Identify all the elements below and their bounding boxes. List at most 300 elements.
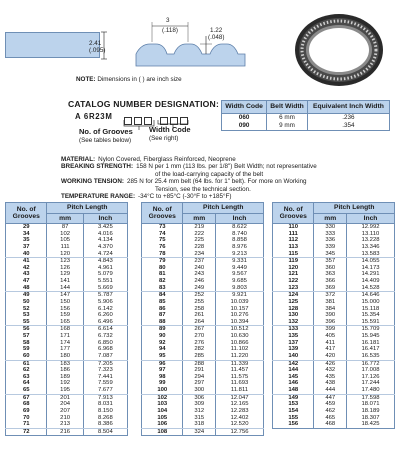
groove-count: 42 [6,265,47,272]
pitch-mm: 219 [183,224,216,231]
pitch-inch: 11.102 [216,346,264,353]
groove-count: 94 [142,346,183,353]
pitch-length-header: Pitch Length [183,203,264,214]
spec-breaking-strength: BREAKING STRENGTH: 158 N per 1 mm (113 lbs. per 1/8") Belt Width; not representative [61,163,317,171]
groove-count: 98 [142,374,183,381]
pitch-inch: 12.520 [216,421,264,428]
belt-photo [283,5,391,95]
pitch-inch: 8.268 [83,415,127,422]
pitch-dim-in: (.118) [162,27,178,34]
pitch-mm: 186 [47,367,83,374]
note-text: Dimensions in ( ) are inch size [97,76,182,83]
width-code-table [221,100,390,131]
groove-count: 115 [273,251,314,258]
pitch-mm: 240 [183,265,216,272]
pitch-inch: 9.567 [216,271,264,278]
pitch-inch: 4.724 [83,251,127,258]
pitch-inch: 16.417 [347,346,395,353]
groove-count: 119 [273,258,314,265]
pitch-inch: 6.850 [83,340,127,347]
table-row [6,367,128,374]
pitch-mm: 465 [314,415,347,422]
pitch-mm: 309 [183,401,216,408]
table-row [142,394,264,401]
pitch-mm: 270 [183,333,216,340]
pitch-inch: 5.079 [83,271,127,278]
groove-count: 71 [6,421,47,428]
pitch-mm: 381 [314,299,347,306]
groove-count: 95 [142,353,183,360]
groove-count: 70 [6,415,47,422]
pitch-inch: 11.811 [216,387,264,394]
pitch-inch: 7.441 [83,374,127,381]
pitch-inch: 6.142 [83,306,127,313]
table-row [6,299,128,306]
table-row [142,271,264,278]
groove-count: 83 [142,285,183,292]
pitch-mm: 177 [47,346,83,353]
tooth-dim-mm: 1.22 [210,27,223,34]
pitch-inch: 9.449 [216,265,264,272]
pitch-inch: 12.165 [216,401,264,408]
dimension-note [76,76,182,83]
pitch-mm: 195 [47,387,83,394]
groove-count: 48 [6,285,47,292]
groove-count: 144 [273,367,314,374]
groove-count: 110 [273,224,314,231]
table-row [142,421,264,428]
table-row [6,258,128,265]
table-row [142,333,264,340]
pitch-mm: 243 [183,271,216,278]
table-row [273,251,395,258]
table-row [273,374,395,381]
inch-header: Inch [83,213,127,224]
groove-count: 149 [273,394,314,401]
grooves-header: No. of Grooves [6,203,47,224]
pitch-inch: 4.961 [83,265,127,272]
pitch-mm: 411 [314,340,347,347]
groove-count: 120 [273,265,314,272]
pitch-inch: 11.339 [216,360,264,367]
pitch-mm: 234 [183,251,216,258]
table-row [142,258,264,265]
pitch-inch: 18.425 [347,421,395,428]
groove-count: 113 [273,244,314,251]
groove-count: 140 [273,353,314,360]
groove-count: 88 [142,319,183,326]
table-row [142,326,264,333]
table-row [6,278,128,285]
pitch-mm: 207 [47,408,83,415]
groove-count: 57 [6,333,47,340]
pitch-inch: 6.260 [83,312,127,319]
table-row [142,428,264,436]
pitch-mm: 399 [314,326,347,333]
pitch-mm: 390 [314,312,347,319]
groove-count: 34 [6,231,47,238]
pitch-inch: 10.630 [216,333,264,340]
groove-count: 53 [6,312,47,319]
groove-count: 128 [273,306,314,313]
table-row [273,271,395,278]
groove-count: 99 [142,380,183,387]
tooth-dim-in: (.048) [208,34,225,41]
pitch-inch: 11.220 [216,353,264,360]
pitch-inch: 8.858 [216,237,264,244]
pitch-mm: 357 [314,258,347,265]
pitch-mm: 192 [47,380,83,387]
table-row [273,401,395,408]
pitch-mm: 204 [47,401,83,408]
pitch-mm: 213 [47,421,83,428]
pitch-mm: 339 [314,244,347,251]
table-row [142,251,264,258]
pitch-mm: 147 [47,292,83,299]
catalog-title: CATALOG NUMBER DESIGNATION: [68,99,220,109]
pitch-inch: 6.968 [83,346,127,353]
table-row [142,278,264,285]
groove-count: 76 [142,244,183,251]
pitch-inch: 16.181 [347,340,395,347]
table-row [6,353,128,360]
table-row: 060 6 mm .236 [222,113,390,122]
pitch-mm: 123 [47,258,83,265]
pitch-mm: 405 [314,333,347,340]
pitch-inch: 10.157 [216,306,264,313]
pitch-inch: 12.402 [216,415,264,422]
spec-working-tension: WORKING TENSION: 285 N for 25.4 mm belt (64 lbs. for 1" belt). For more on Working [61,178,307,186]
pitch-inch: 7.323 [83,367,127,374]
pitch-inch: 10.394 [216,319,264,326]
pitch-table-2 [141,202,264,436]
table-row [142,265,264,272]
groove-count: 37 [6,244,47,251]
groove-count: 100 [142,387,183,394]
table-row [142,380,264,387]
table-row [273,353,395,360]
pitch-mm: 366 [314,278,347,285]
table-row [273,333,395,340]
pitch-inch: 7.205 [83,360,127,367]
groove-count: 135 [273,333,314,340]
groove-count: 79 [142,258,183,265]
pitch-mm: 363 [314,271,347,278]
groove-count: 59 [6,346,47,353]
note-label: NOTE: [76,76,96,83]
table-row [6,231,128,238]
pitch-mm: 459 [314,401,347,408]
groove-count: 49 [6,292,47,299]
inch-header: Inch [216,213,264,224]
table-row [6,237,128,244]
table-row [142,340,264,347]
spec-material: MATERIAL: Nylon Covered, Fiberglass Reinforced, Neoprene [61,156,236,163]
pitch-inch: 7.087 [83,353,127,360]
table-row [142,244,264,251]
pitch-mm: 468 [314,421,347,428]
groove-count: 67 [6,394,47,401]
groove-count: 61 [6,360,47,367]
groove-count: 43 [6,271,47,278]
pitch-mm: 222 [183,231,216,238]
groove-count: 60 [6,353,47,360]
table-row [142,285,264,292]
pitch-inch: 8.504 [83,428,127,436]
table-row [273,367,395,374]
table-row [142,292,264,299]
pitch-inch: 13.110 [347,231,395,238]
table-row [273,265,395,272]
table-row [142,306,264,313]
table-row [273,421,395,428]
table-row [273,244,395,251]
pitch-mm: 333 [314,231,347,238]
grooves-sublabel: (See tables below) [79,137,132,144]
table-row [6,394,128,401]
pitch-mm: 249 [183,285,216,292]
pitch-mm: 297 [183,380,216,387]
table-row [142,231,264,238]
groove-count: 122 [273,278,314,285]
pitch-mm: 462 [314,408,347,415]
table-row [6,319,128,326]
groove-count: 103 [142,401,183,408]
table-row [6,421,128,428]
pitch-length-header: Pitch Length [314,203,395,214]
groove-count: 64 [6,380,47,387]
groove-count: 156 [273,421,314,428]
pitch-mm: 300 [183,387,216,394]
groove-count: 74 [142,231,183,238]
pitch-mm: 129 [47,271,83,278]
pitch-inch: 3.425 [83,224,127,231]
pitch-mm: 360 [314,265,347,272]
table-row [6,333,128,340]
pitch-inch: 15.000 [347,299,395,306]
groove-count: 56 [6,326,47,333]
groove-count: 55 [6,319,47,326]
table-row [6,346,128,353]
groove-count: 142 [273,360,314,367]
pitch-mm: 156 [47,306,83,313]
pitch-inch: 5.787 [83,292,127,299]
groove-count: 68 [6,401,47,408]
pitch-mm: 165 [47,319,83,326]
pitch-inch: 5.669 [83,285,127,292]
table-row [142,346,264,353]
pitch-mm: 396 [314,319,347,326]
pitch-mm: 261 [183,312,216,319]
inch-header: Inch [347,213,395,224]
pitch-mm: 225 [183,237,216,244]
groove-count: 84 [142,292,183,299]
pitch-mm: 291 [183,367,216,374]
table-row [6,415,128,422]
groove-count: 78 [142,251,183,258]
pitch-inch: 13.583 [347,251,395,258]
mm-header: mm [314,213,347,224]
pitch-inch: 17.244 [347,380,395,387]
mm-header: mm [183,213,216,224]
groove-count: 75 [142,237,183,244]
pitch-inch: 4.016 [83,231,127,238]
table-row [273,299,395,306]
pitch-mm: 420 [314,353,347,360]
inch-width-header: Equivalent Inch Width [307,101,389,114]
pitch-mm: 330 [314,224,347,231]
grooves-header: No. of Grooves [142,203,183,224]
pitch-mm: 189 [47,374,83,381]
table-row [273,237,395,244]
groove-count: 63 [6,374,47,381]
groove-count: 145 [273,374,314,381]
pitch-inch: 8.622 [216,224,264,231]
pitch-mm: 210 [47,415,83,422]
pitch-inch: 15.709 [347,326,395,333]
groove-count: 58 [6,340,47,347]
table-row [273,380,395,387]
groove-count: 124 [273,292,314,299]
pitch-mm: 276 [183,340,216,347]
pitch-mm: 369 [314,285,347,292]
pitch-inch: 12.283 [216,408,264,415]
pitch-mm: 267 [183,326,216,333]
pitch-inch: 9.213 [216,251,264,258]
pitch-inch: 12.047 [216,394,264,401]
pitch-inch: 8.976 [216,244,264,251]
pitch-mm: 282 [183,346,216,353]
pitch-inch: 17.480 [347,387,395,394]
table-row [6,360,128,367]
groove-count: 133 [273,326,314,333]
groove-count: 137 [273,340,314,347]
spec-working-tension-cont: Tension, see the technical section. [155,185,251,193]
table-row [142,353,264,360]
table-row [273,312,395,319]
table-row [6,244,128,251]
groove-count: 132 [273,319,314,326]
groove-count: 40 [6,251,47,258]
groove-count: 146 [273,380,314,387]
pitch-inch: 11.457 [216,367,264,374]
table-row [142,415,264,422]
groove-count: 82 [142,278,183,285]
pitch-mm: 228 [183,244,216,251]
width-code-label: Width Code [149,125,191,134]
table-row [273,224,395,231]
pitch-mm: 345 [314,251,347,258]
pitch-mm: 105 [47,237,83,244]
spec-breaking-strength-cont: of the load-carrying capacity of the belt [155,170,264,178]
groove-count: 123 [273,285,314,292]
pitch-inch: 10.512 [216,326,264,333]
table-row [142,237,264,244]
groove-count: 130 [273,312,314,319]
pitch-inch: 7.677 [83,387,127,394]
pitch-inch: 11.693 [216,380,264,387]
table-row [273,326,395,333]
pitch-mm: 159 [47,312,83,319]
pitch-mm: 384 [314,306,347,313]
specifications [61,156,393,200]
groove-count: 62 [6,367,47,374]
table-row [142,374,264,381]
width-code-sublabel: (See right) [149,135,179,142]
pitch-inch: 15.945 [347,333,395,340]
pitch-inch: 4.370 [83,244,127,251]
table-row [142,401,264,408]
table-row [273,415,395,422]
pitch-mm: 438 [314,380,347,387]
table-row [273,394,395,401]
table-row [142,360,264,367]
pitch-inch: 13.228 [347,237,395,244]
pitch-inch: 9.331 [216,258,264,265]
pitch-inch: 10.866 [216,340,264,347]
pitch-mm: 426 [314,360,347,367]
pitch-inch: 8.740 [216,231,264,238]
pitch-mm: 252 [183,292,216,299]
table-row [142,387,264,394]
pitch-table-3 [272,202,395,429]
pitch-inch: 14.291 [347,271,395,278]
table-row [273,285,395,292]
table-row [6,306,128,313]
groove-count: 65 [6,387,47,394]
table-row [273,278,395,285]
table-row [142,224,264,231]
pitch-inch: 10.039 [216,299,264,306]
table-row [142,312,264,319]
table-row [273,319,395,326]
pitch-mm: 87 [47,224,83,231]
pitch-mm: 312 [183,408,216,415]
groove-count: 139 [273,346,314,353]
pitch-mm: 126 [47,265,83,272]
pitch-mm: 336 [314,237,347,244]
pitch-inch: 6.496 [83,319,127,326]
table-row [273,408,395,415]
groove-count: 125 [273,299,314,306]
pitch-mm: 144 [47,285,83,292]
groove-count: 85 [142,299,183,306]
table-row [6,408,128,415]
groove-count: 105 [142,415,183,422]
pitch-mm: 306 [183,394,216,401]
pitch-inch: 10.276 [216,312,264,319]
table-row [273,360,395,367]
pitch-mm: 447 [314,394,347,401]
groove-count: 73 [142,224,183,231]
groove-count: 104 [142,408,183,415]
pitch-mm: 435 [314,374,347,381]
pitch-inch: 17.598 [347,394,395,401]
pitch-mm: 246 [183,278,216,285]
grooves-header: No. of Grooves [273,203,314,224]
pitch-inch: 18.189 [347,408,395,415]
pitch-inch: 14.173 [347,265,395,272]
pitch-mm: 255 [183,299,216,306]
pitch-mm: 120 [47,251,83,258]
groove-count: 47 [6,278,47,285]
table-row [142,408,264,415]
pitch-mm: 432 [314,367,347,374]
groove-count: 86 [142,306,183,313]
pitch-inch: 8.386 [83,421,127,428]
groove-count: 72 [6,428,47,436]
mm-header: mm [47,213,83,224]
